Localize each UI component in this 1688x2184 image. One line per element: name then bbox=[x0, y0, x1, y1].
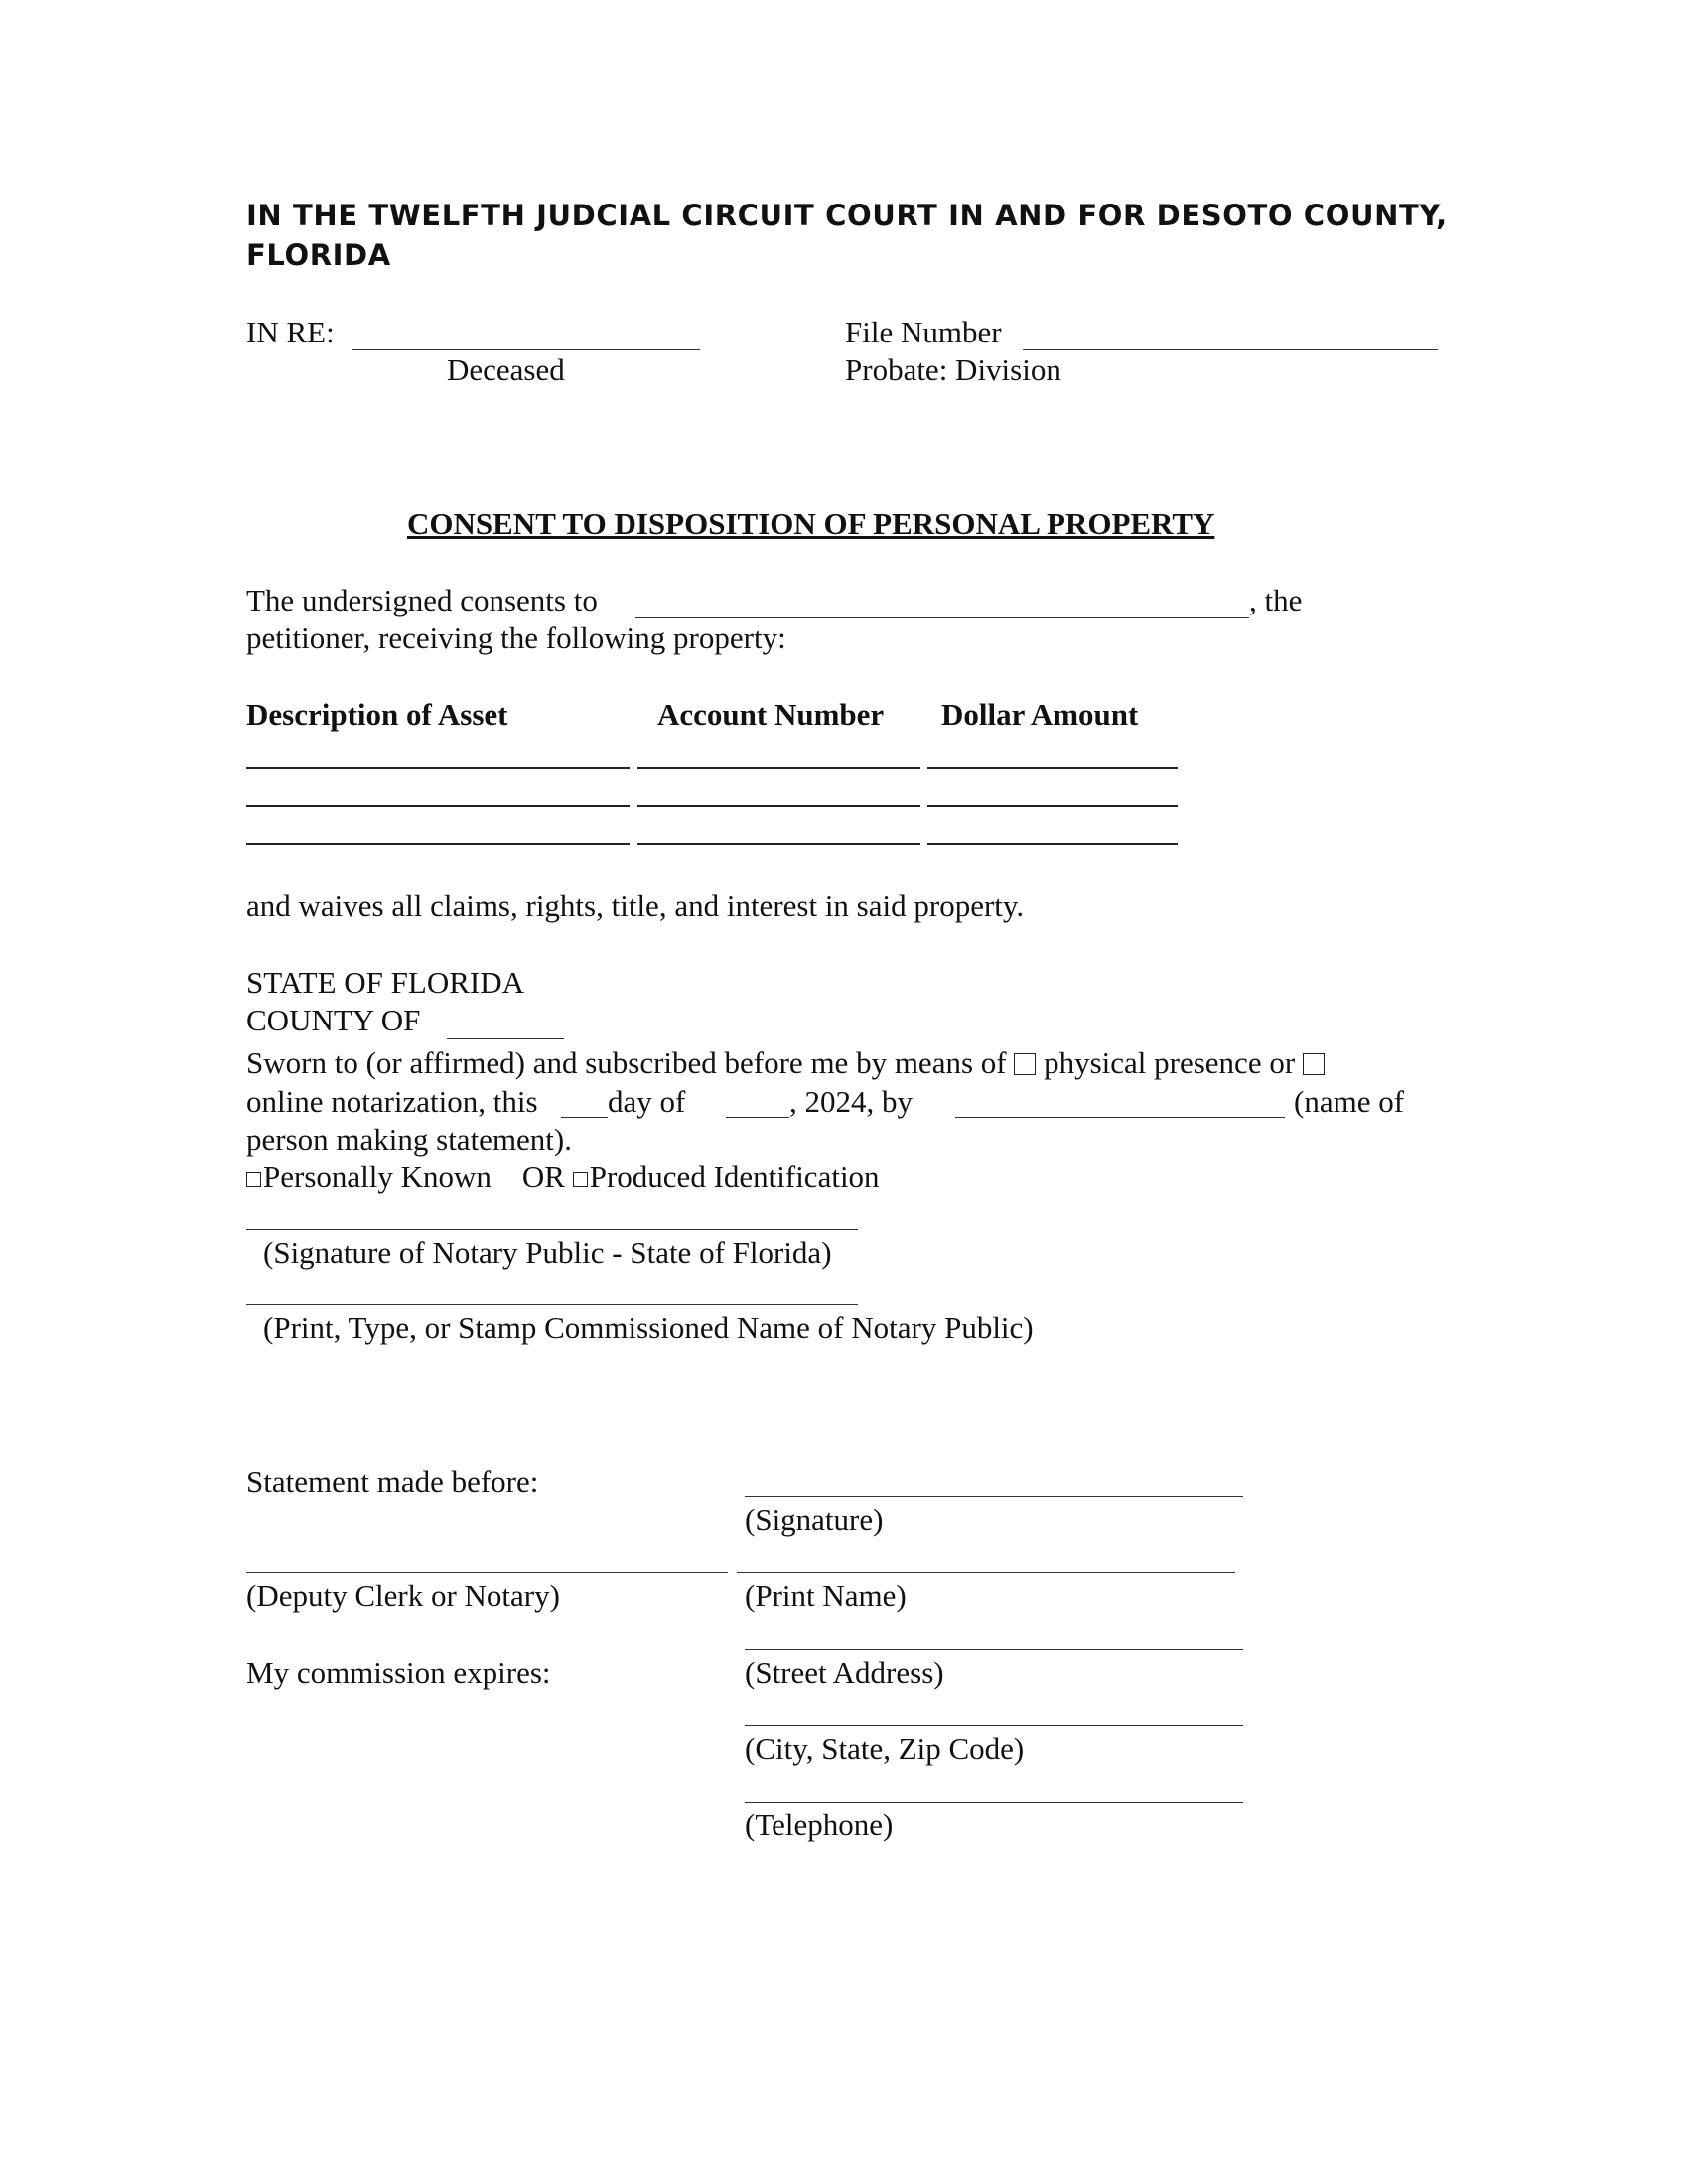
file-number-field[interactable] bbox=[1023, 349, 1438, 350]
account-number-row3[interactable] bbox=[637, 843, 920, 845]
print-name-caption: (Print Name) bbox=[745, 1578, 907, 1613]
online-notarization-checkbox[interactable] bbox=[1303, 1053, 1325, 1075]
street-address-field[interactable] bbox=[745, 1649, 1243, 1650]
notary-signature-caption: (Signature of Notary Public - State of Florida) bbox=[263, 1235, 832, 1270]
name-of-label: (name of bbox=[1294, 1084, 1405, 1119]
print-name-field[interactable] bbox=[737, 1572, 1235, 1573]
or-label: OR bbox=[521, 1160, 565, 1194]
notary-print-name-field[interactable] bbox=[246, 1304, 858, 1305]
year-by-label: , 2024, by bbox=[789, 1084, 913, 1119]
deputy-clerk-caption: (Deputy Clerk or Notary) bbox=[246, 1578, 560, 1613]
notary-signature-field[interactable] bbox=[246, 1229, 858, 1230]
document-title: CONSENT TO DISPOSITION OF PERSONAL PROPERTY bbox=[407, 506, 1215, 541]
asset-description-row1[interactable] bbox=[246, 767, 630, 769]
person-making-statement: person making statement). bbox=[246, 1122, 572, 1157]
physical-presence-checkbox[interactable] bbox=[1014, 1053, 1036, 1075]
city-state-zip-caption: (City, State, Zip Code) bbox=[745, 1731, 1025, 1766]
dollar-amount-row1[interactable] bbox=[927, 767, 1178, 769]
deputy-clerk-field[interactable] bbox=[246, 1572, 728, 1573]
court-header-line2: FLORIDA bbox=[246, 238, 391, 272]
asset-description-row2[interactable] bbox=[246, 805, 630, 807]
city-state-zip-field[interactable] bbox=[745, 1725, 1243, 1726]
personally-known-checkbox[interactable] bbox=[246, 1172, 261, 1187]
consent-text-after: , the bbox=[1249, 583, 1303, 617]
account-number-row2[interactable] bbox=[637, 805, 920, 807]
county-label: COUNTY OF bbox=[246, 1003, 421, 1037]
header-dollar-amount: Dollar Amount bbox=[941, 697, 1139, 732]
county-field[interactable] bbox=[447, 1038, 564, 1039]
file-number-label: File Number bbox=[845, 315, 1002, 349]
notary-print-name-caption: (Print, Type, or Stamp Commissioned Name of Notary Public) bbox=[263, 1310, 1034, 1345]
asset-description-row3[interactable] bbox=[246, 843, 630, 845]
header-description-of-asset: Description of Asset bbox=[246, 697, 508, 732]
sworn-line1 bbox=[246, 1045, 1325, 1081]
state-of-florida: STATE OF FLORIDA bbox=[246, 965, 524, 1000]
signature-caption: (Signature) bbox=[745, 1502, 884, 1537]
telephone-caption: (Telephone) bbox=[745, 1807, 894, 1842]
month-field[interactable] bbox=[726, 1117, 789, 1118]
day-of-label: day of bbox=[608, 1084, 686, 1119]
street-address-caption: (Street Address) bbox=[745, 1655, 944, 1690]
online-text: online notarization, this bbox=[246, 1084, 538, 1119]
consent-line2: petitioner, receiving the following property: bbox=[246, 620, 786, 655]
signature-field[interactable] bbox=[745, 1496, 1243, 1497]
waiver-text: and waives all claims, rights, title, and interest in said property. bbox=[246, 888, 1025, 923]
identification-line bbox=[246, 1160, 880, 1195]
dollar-amount-row2[interactable] bbox=[927, 805, 1178, 807]
in-re-label: IN RE: bbox=[246, 315, 335, 349]
header-account-number: Account Number bbox=[657, 697, 885, 732]
consent-text-start: The undersigned consents to bbox=[246, 583, 598, 617]
physical-presence-label: physical presence or bbox=[1044, 1045, 1296, 1080]
decedent-name-field[interactable] bbox=[352, 349, 700, 350]
name-of-person-field[interactable] bbox=[955, 1117, 1285, 1118]
sworn-text: Sworn to (or affirmed) and subscribed before me by means of bbox=[246, 1045, 1007, 1080]
court-header-line1: IN THE TWELFTH JUDCIAL CIRCUIT COURT IN AND FOR DESOTO COUNTY, bbox=[246, 199, 1448, 232]
statement-made-before: Statement made before: bbox=[246, 1464, 539, 1499]
produced-identification-checkbox[interactable] bbox=[573, 1172, 588, 1187]
deceased-label: Deceased bbox=[447, 352, 565, 387]
dollar-amount-row3[interactable] bbox=[927, 843, 1178, 845]
telephone-field[interactable] bbox=[745, 1802, 1243, 1803]
produced-identification-label: Produced Identification bbox=[589, 1160, 880, 1194]
personally-known-label: Personally Known bbox=[263, 1160, 492, 1194]
probate-division-label: Probate: Division bbox=[845, 352, 1061, 387]
commission-expires: My commission expires: bbox=[246, 1655, 551, 1690]
day-field[interactable] bbox=[561, 1117, 608, 1118]
petitioner-name-field[interactable] bbox=[635, 617, 1249, 618]
account-number-row1[interactable] bbox=[637, 767, 920, 769]
